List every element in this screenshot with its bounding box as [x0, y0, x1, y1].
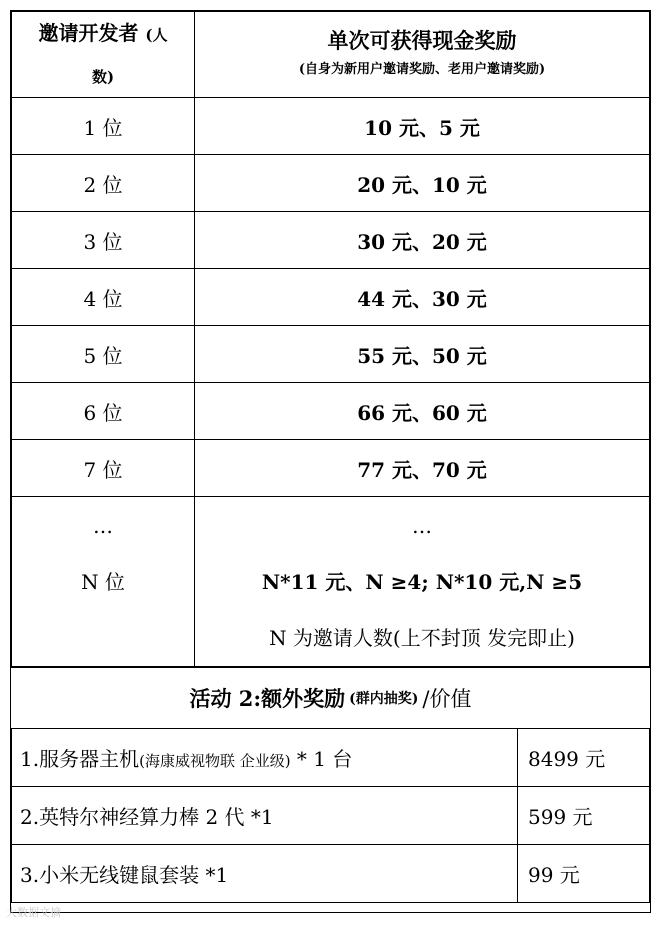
prize-row	[12, 787, 650, 845]
table-row	[12, 326, 650, 383]
row-count: 5 位	[12, 326, 195, 383]
watermark: 大数据文摘	[6, 906, 61, 919]
ellipsis-right: …	[412, 513, 432, 538]
table-row	[12, 98, 650, 155]
table-row	[12, 155, 650, 212]
header-count-tail: 数)	[91, 67, 115, 86]
header-count	[12, 12, 195, 98]
table-row	[12, 269, 650, 326]
table-row	[12, 383, 650, 440]
prize-qty: * 1 台	[290, 747, 353, 771]
activity-paren: (群内抽奖)	[349, 691, 419, 707]
table-row	[12, 212, 650, 269]
count-n: N 位	[81, 569, 125, 594]
row-count: 7 位	[12, 440, 195, 497]
ellipsis-left: …	[93, 513, 113, 538]
prize-price: 599 元	[518, 787, 650, 845]
activity-heading	[11, 667, 650, 729]
row-reward: 30 元、20 元	[195, 212, 650, 269]
activity-suffix: /价值	[422, 687, 472, 711]
reward-formula: N*11 元、N ≥4; N*10 元,N ≥5	[261, 569, 583, 594]
prize-table	[11, 729, 650, 903]
prize-price: 8499 元	[518, 729, 650, 787]
prize-price: 99 元	[518, 845, 650, 903]
reward-note: N 为邀请人数(上不封顶 发完即止)	[269, 625, 575, 650]
header-count-label: 邀请开发者	[38, 20, 139, 45]
prize-name: 3.小米无线键鼠套装 *1	[12, 845, 518, 903]
row-reward-n	[195, 497, 650, 667]
row-reward: 77 元、70 元	[195, 440, 650, 497]
row-count: 1 位	[12, 98, 195, 155]
prize-detail: (海康威视物联 企业级)	[139, 752, 291, 770]
header-reward-title: 单次可获得现金奖励	[327, 27, 517, 53]
row-reward: 10 元、5 元	[195, 98, 650, 155]
header-reward	[195, 12, 650, 98]
reward-table	[11, 11, 650, 667]
header-count-paren: (人	[145, 25, 168, 44]
row-count: 6 位	[12, 383, 195, 440]
table-header	[12, 12, 650, 98]
prize-row	[12, 845, 650, 903]
prize-name	[12, 729, 518, 787]
row-reward: 44 元、30 元	[195, 269, 650, 326]
row-reward: 66 元、60 元	[195, 383, 650, 440]
row-count: 2 位	[12, 155, 195, 212]
row-count: 3 位	[12, 212, 195, 269]
table-row-n	[12, 497, 650, 667]
row-count: 4 位	[12, 269, 195, 326]
activity-title: 活动 2:额外奖励	[189, 686, 346, 711]
table-row	[12, 440, 650, 497]
prize-name: 2.英特尔神经算力棒 2 代 *1	[12, 787, 518, 845]
row-count-n	[12, 497, 195, 667]
row-reward: 55 元、50 元	[195, 326, 650, 383]
reward-document	[10, 10, 651, 913]
prize-row	[12, 729, 650, 787]
header-reward-subtitle: (自身为新用户邀请奖励、老用户邀请奖励)	[298, 61, 546, 77]
row-reward: 20 元、10 元	[195, 155, 650, 212]
prize-name-text: 1.服务器主机	[20, 747, 140, 771]
